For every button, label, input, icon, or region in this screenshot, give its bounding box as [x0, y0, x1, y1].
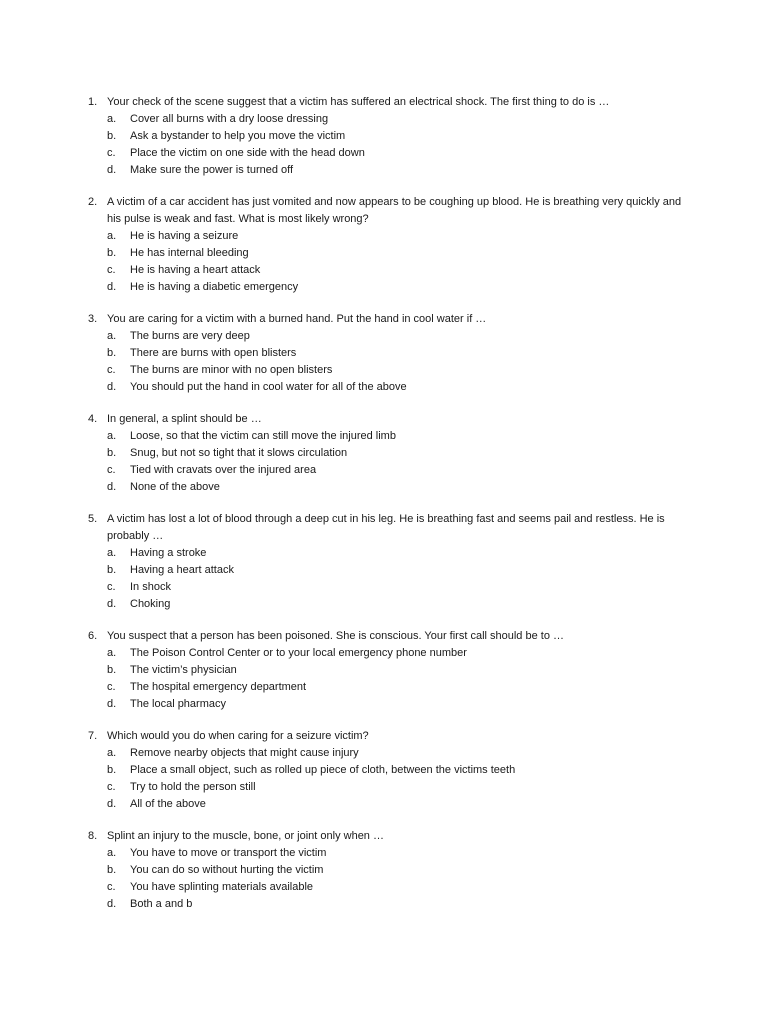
answer-option: [107, 596, 688, 613]
answer-option: [107, 328, 688, 345]
option-letter: c.: [107, 881, 116, 893]
question-number: 5.: [88, 513, 98, 525]
option-text: You should put the hand in cool water for all of the above: [130, 381, 407, 393]
question-item: [88, 94, 688, 179]
option-text: Try to hold the person still: [130, 781, 256, 793]
option-letter: a.: [107, 547, 117, 559]
option-letter: b.: [107, 130, 117, 142]
option-letter: b.: [107, 564, 117, 576]
question-text: In general, a splint should be …: [107, 413, 262, 425]
question-number: 1.: [88, 96, 98, 108]
option-text: Having a stroke: [130, 547, 207, 559]
option-letter: b.: [107, 447, 117, 459]
question-number: 4.: [88, 413, 98, 425]
answer-options: [107, 845, 688, 913]
question-text: Which would you do when caring for a seizure victim?: [107, 730, 369, 742]
answer-option: [107, 662, 688, 679]
option-letter: c.: [107, 364, 116, 376]
option-letter: a.: [107, 113, 117, 125]
answer-option: [107, 796, 688, 813]
question-number: 2.: [88, 196, 98, 208]
answer-options: [107, 228, 688, 296]
option-text: He has internal bleeding: [130, 247, 249, 259]
option-text: Tied with cravats over the injured area: [130, 464, 317, 476]
question-number: 8.: [88, 830, 98, 842]
answer-option: [107, 111, 688, 128]
option-text: The victim’s physician: [130, 664, 237, 676]
option-letter: b.: [107, 864, 117, 876]
question-item: [88, 828, 688, 913]
answer-option: [107, 679, 688, 696]
option-letter: a.: [107, 430, 117, 442]
answer-option: [107, 879, 688, 896]
question-item: [88, 511, 688, 613]
option-text: Having a heart attack: [130, 564, 234, 576]
answer-option: [107, 779, 688, 796]
answer-option: [107, 345, 688, 362]
option-letter: d.: [107, 598, 117, 610]
option-text: Ask a bystander to help you move the victim: [130, 130, 346, 142]
answer-options: [107, 328, 688, 396]
option-text: Make sure the power is turned off: [130, 164, 294, 176]
option-text: Snug, but not so tight that it slows circulation: [130, 447, 348, 459]
option-text: You have to move or transport the victim: [130, 847, 327, 859]
option-letter: d.: [107, 898, 117, 910]
option-letter: a.: [107, 647, 117, 659]
answer-option: [107, 745, 688, 762]
question-text: Splint an injury to the muscle, bone, or joint only when …: [107, 830, 384, 842]
option-text: Place a small object, such as rolled up piece of cloth, between the victims teeth: [130, 764, 516, 776]
question-list: [88, 94, 688, 928]
option-letter: d.: [107, 698, 117, 710]
option-text: The hospital emergency department: [130, 681, 307, 693]
answer-option: [107, 862, 688, 879]
answer-option: [107, 762, 688, 779]
option-text: He is having a diabetic emergency: [130, 281, 299, 293]
answer-options: [107, 545, 688, 613]
question-number: 7.: [88, 730, 98, 742]
option-letter: c.: [107, 681, 116, 693]
answer-option: [107, 279, 688, 296]
answer-options: [107, 745, 688, 813]
answer-option: [107, 445, 688, 462]
option-text: None of the above: [130, 481, 220, 493]
option-text: In shock: [130, 581, 171, 593]
option-text: The burns are very deep: [130, 330, 250, 342]
option-letter: c.: [107, 147, 116, 159]
question-item: [88, 411, 688, 496]
answer-option: [107, 162, 688, 179]
option-text: The burns are minor with no open blisters: [130, 364, 333, 376]
option-text: He is having a seizure: [130, 230, 239, 242]
answer-option: [107, 645, 688, 662]
option-letter: a.: [107, 747, 117, 759]
option-letter: d.: [107, 164, 117, 176]
question-text: Your check of the scene suggest that a victim has suffered an electrical shock. The first thing to do is …: [107, 96, 610, 108]
answer-option: [107, 362, 688, 379]
option-letter: a.: [107, 847, 117, 859]
option-letter: a.: [107, 330, 117, 342]
answer-option: [107, 245, 688, 262]
option-letter: c.: [107, 264, 116, 276]
answer-option: [107, 462, 688, 479]
question-text: A victim of a car accident has just vomited and now appears to be coughing up blood. He is breathing very quickly and his pulse is weak and fast. What is most likely wrong?: [107, 196, 685, 225]
question-item: [88, 628, 688, 713]
option-text: The local pharmacy: [130, 698, 226, 710]
answer-option: [107, 545, 688, 562]
question-number: 6.: [88, 630, 98, 642]
answer-option: [107, 428, 688, 445]
option-letter: b.: [107, 347, 117, 359]
option-text: Choking: [130, 598, 171, 610]
answer-option: [107, 128, 688, 145]
option-text: Cover all burns with a dry loose dressing: [130, 113, 329, 125]
option-text: Both a and b: [130, 898, 193, 910]
question-text: A victim has lost a lot of blood through a deep cut in his leg. He is breathing fast and seems pail and restless. He is probably …: [107, 513, 668, 542]
answer-option: [107, 579, 688, 596]
question-item: [88, 194, 688, 296]
option-text: Remove nearby objects that might cause injury: [130, 747, 359, 759]
option-letter: c.: [107, 581, 116, 593]
answer-options: [107, 111, 688, 179]
option-text: The Poison Control Center or to your local emergency phone number: [130, 647, 467, 659]
option-letter: b.: [107, 764, 117, 776]
answer-option: [107, 228, 688, 245]
option-text: There are burns with open blisters: [130, 347, 297, 359]
question-number: 3.: [88, 313, 98, 325]
option-text: You have splinting materials available: [130, 881, 314, 893]
answer-option: [107, 262, 688, 279]
option-letter: b.: [107, 247, 117, 259]
option-text: All of the above: [130, 798, 206, 810]
answer-option: [107, 145, 688, 162]
answer-option: [107, 696, 688, 713]
option-letter: d.: [107, 481, 117, 493]
option-letter: b.: [107, 664, 117, 676]
question-text: You suspect that a person has been poisoned. She is conscious. Your first call should be to …: [107, 630, 564, 642]
option-text: Place the victim on one side with the head down: [130, 147, 365, 159]
option-letter: c.: [107, 464, 116, 476]
answer-option: [107, 845, 688, 862]
option-letter: d.: [107, 381, 117, 393]
question-item: [88, 311, 688, 396]
answer-options: [107, 428, 688, 496]
answer-options: [107, 645, 688, 713]
option-letter: c.: [107, 781, 116, 793]
answer-option: [107, 562, 688, 579]
question-item: [88, 728, 688, 813]
option-text: Loose, so that the victim can still move the injured limb: [130, 430, 396, 442]
question-text: You are caring for a victim with a burned hand. Put the hand in cool water if …: [107, 313, 487, 325]
option-text: He is having a heart attack: [130, 264, 261, 276]
option-letter: d.: [107, 281, 117, 293]
option-letter: d.: [107, 798, 117, 810]
option-letter: a.: [107, 230, 117, 242]
answer-option: [107, 379, 688, 396]
option-text: You can do so without hurting the victim: [130, 864, 324, 876]
answer-option: [107, 479, 688, 496]
answer-option: [107, 896, 688, 913]
